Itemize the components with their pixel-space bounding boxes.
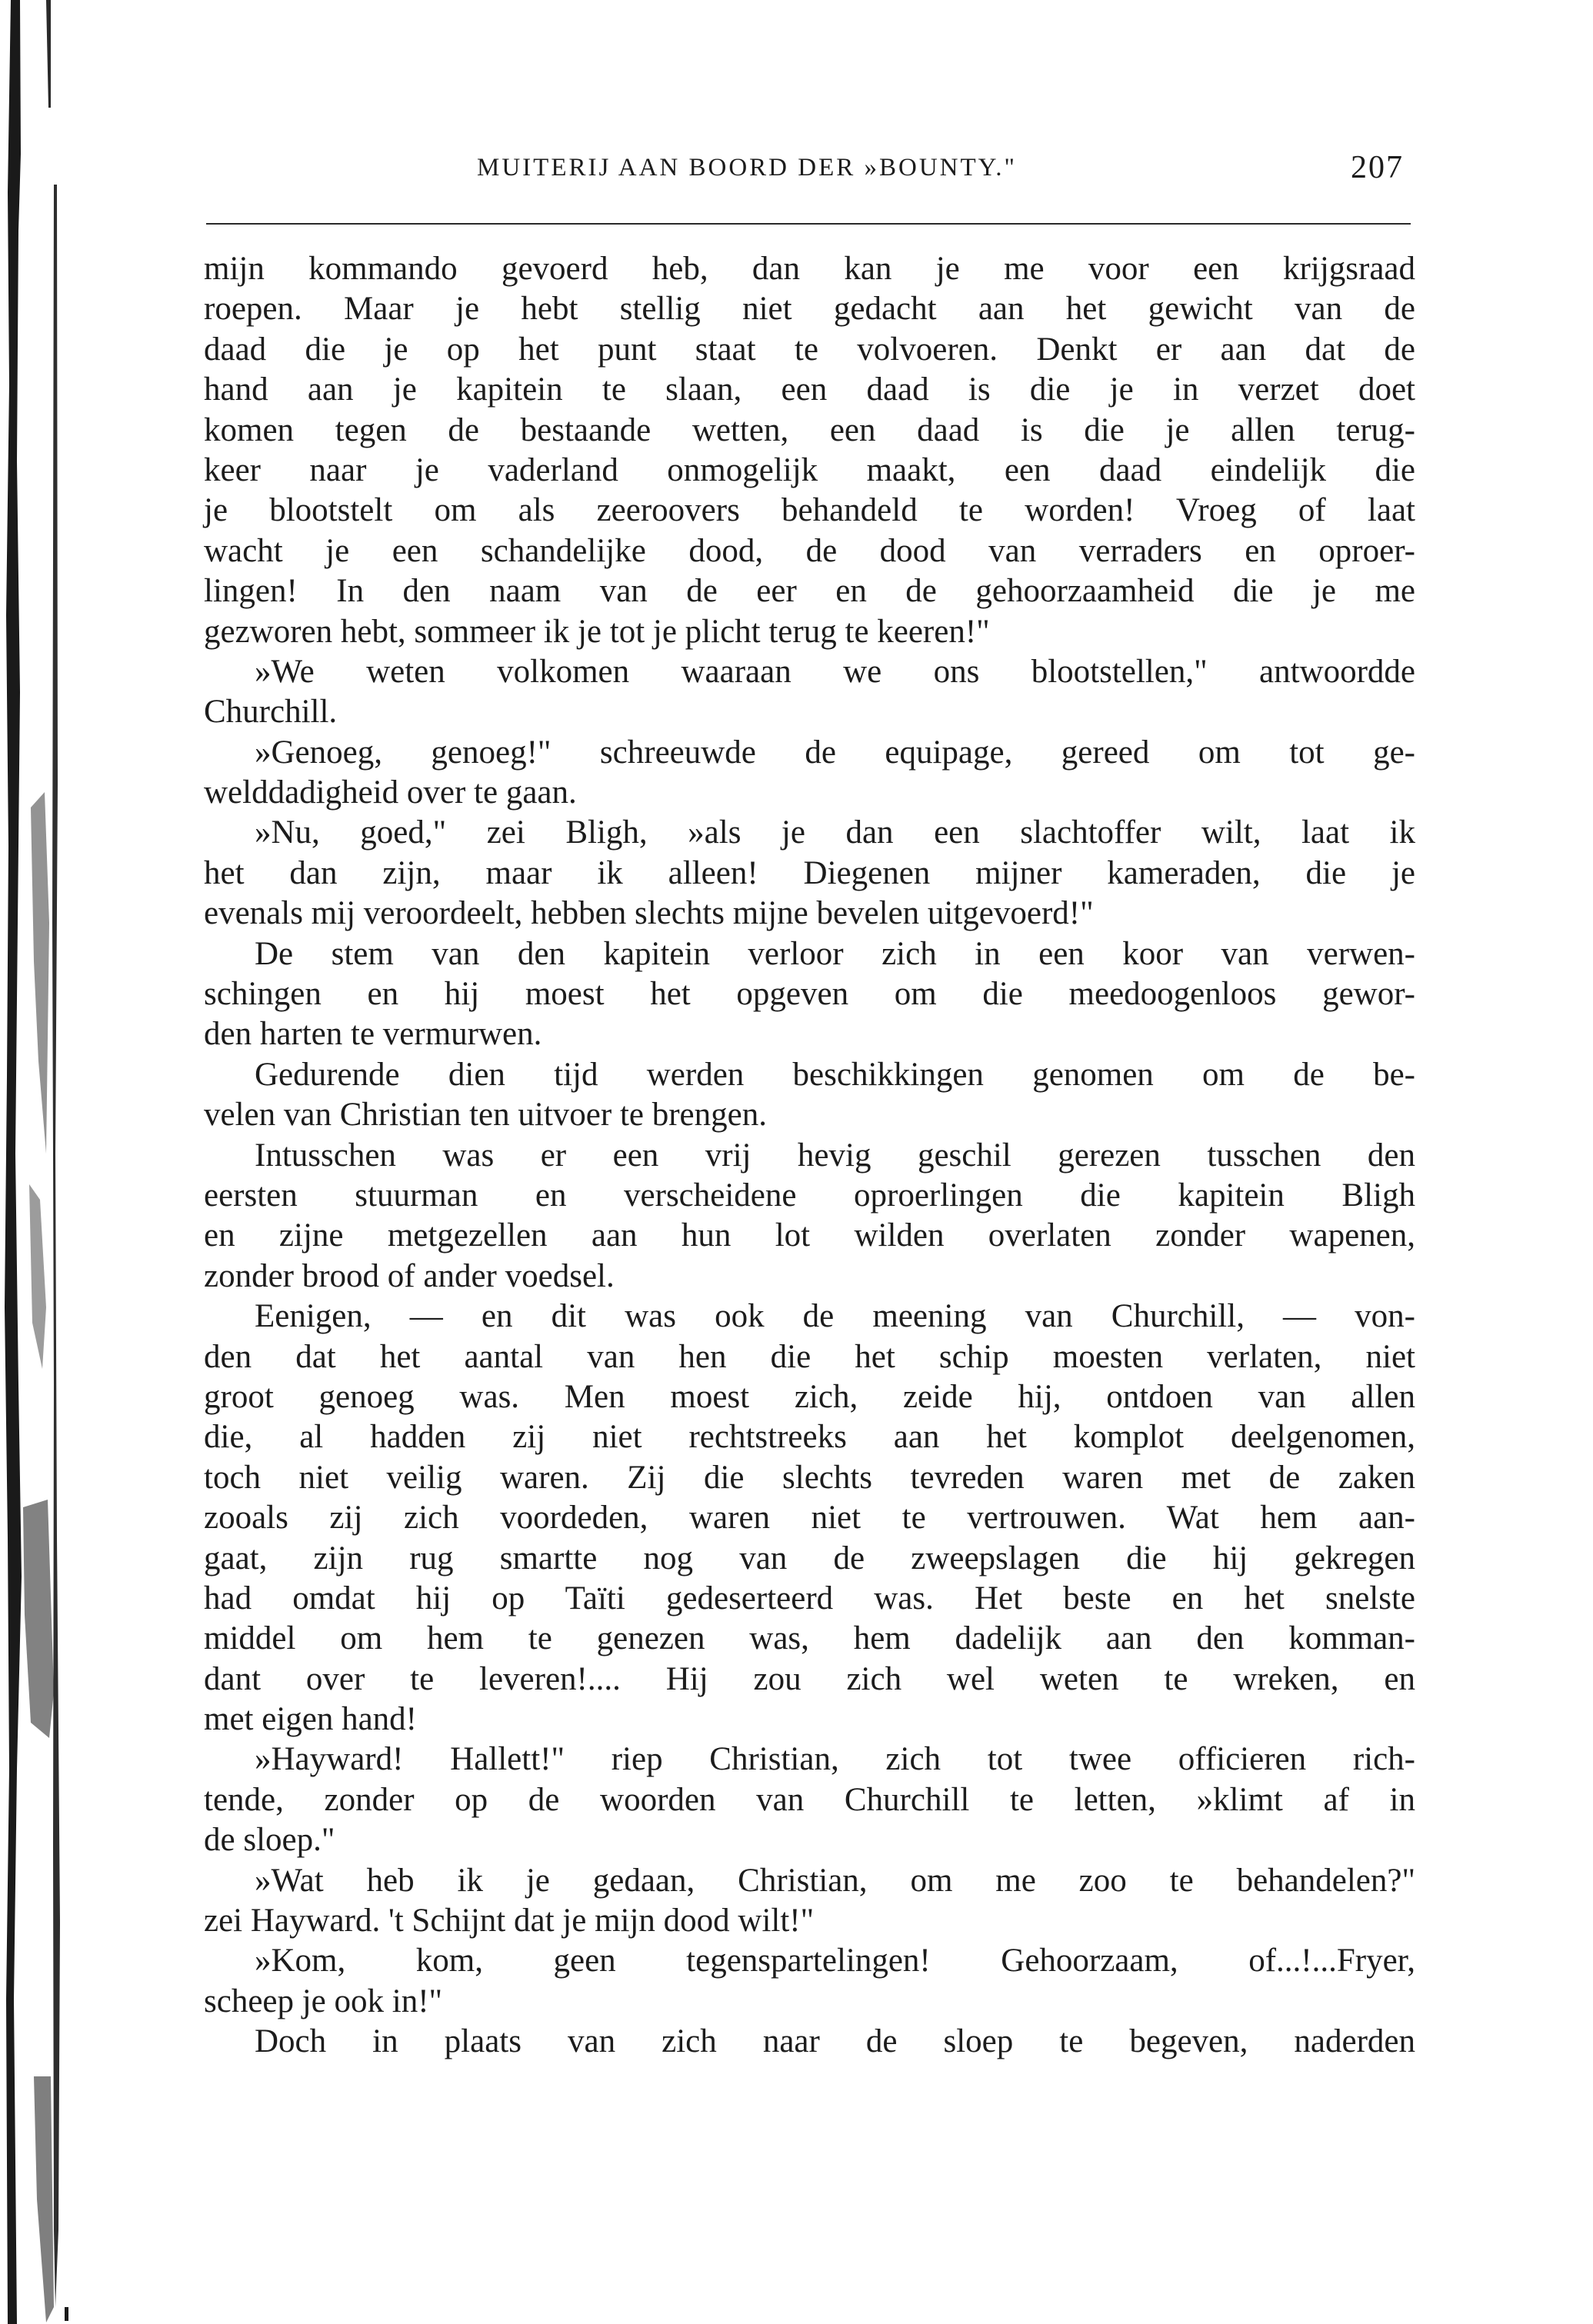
text-line: gaat, zijn rug smartte nog van de zweepslagen die hij gekregen [204, 1540, 1415, 1577]
text-line: die, al hadden zij niet rechtstreeks aan het komplot deelgenomen, [204, 1419, 1415, 1456]
text-line: »Genoeg, genoeg!" schreeuwde de equipage, gereed om tot ge- [255, 734, 1415, 771]
text-line: scheep je ook in!" [204, 1983, 443, 2019]
text-line: daad die je op het punt staat te volvoeren. Denkt er aan dat de [204, 331, 1415, 368]
text-line: Churchill. [204, 694, 338, 731]
text-line: »We weten volkomen waaraan we ons blootstellen," antwoordde [255, 653, 1415, 690]
text-line: met eigen hand! [204, 1701, 418, 1738]
text-line: en zijne metgezellen aan hun lot wilden overlaten zonder wapenen, [204, 1217, 1415, 1254]
text-line: mijn kommando gevoerd heb, dan kan je me voor een krijgsraad [204, 251, 1415, 287]
text-line: keer naar je vaderland onmogelijk maakt, een daad eindelijk die [204, 451, 1415, 488]
text-line: »Hayward! Hallett!" riep Christian, zich tot twee officieren rich- [255, 1741, 1415, 1778]
text-line: schingen en hij moest het opgeven om die meedoogenloos gewor- [204, 976, 1415, 1013]
text-line: den harten te vermurwen. [204, 1016, 542, 1053]
text-line: »Kom, kom, geen tegenspartelingen! Gehoorzaam, of...!...Fryer, [255, 1943, 1415, 1979]
text-line: dant over te leveren!.... Hij zou zich wel weten te wreken, en [204, 1660, 1415, 1697]
text-line: komen tegen de bestaande wetten, een daad is die je allen terug- [204, 411, 1415, 448]
text-line: groot genoeg was. Men moest zich, zeide hij, ontdoen van allen [204, 1378, 1415, 1415]
text-line: had omdat hij op Taïti gedeserteerd was. Het beste en het snelste [204, 1580, 1415, 1616]
text-line: gezworen hebt, sommeer ik je tot je plicht terug te keeren!" [204, 613, 990, 650]
running-title: MUITERIJ AAN BOORD DER »BOUNTY." [477, 154, 1017, 181]
book-binding-edge [0, 0, 73, 2324]
text-line: Doch in plaats van zich naar de sloep te begeven, naderden [255, 2023, 1415, 2060]
text-line: de sloep." [204, 1822, 335, 1859]
text-line: toch niet veilig waren. Zij die slechts tevreden waren met de zaken [204, 1459, 1415, 1496]
text-line: roepen. Maar je hebt stellig niet gedacht aan het gewicht van de [204, 291, 1415, 328]
text-line: wacht je een schandelijke dood, de dood van verraders en oproer- [204, 532, 1415, 569]
text-line: tende, zonder op de woorden van Churchill te letten, »klimt af in [204, 1781, 1415, 1818]
text-line: hand aan je kapitein te slaan, een daad is die je in verzet doet [204, 371, 1415, 408]
text-line: zonder brood of ander voedsel. [204, 1257, 615, 1294]
text-line: zei Hayward. 't Schijnt dat je mijn dood wilt!" [204, 1903, 815, 1939]
text-line: eersten stuurman en verscheidene oproerlingen die kapitein Bligh [204, 1177, 1415, 1214]
text-line: het dan zijn, maar ik alleen! Diegenen mijner kameraden, die je [204, 854, 1415, 891]
page-header [477, 150, 1404, 200]
text-line: middel om hem te genezen was, hem dadelijk aan den komman- [204, 1620, 1415, 1657]
text-line: Eenigen, — en dit was ook de meening van Churchill, — von- [255, 1298, 1415, 1335]
text-line: De stem van den kapitein verloor zich in een koor van verwen- [255, 935, 1415, 972]
text-line: »Wat heb ik je gedaan, Christian, om me zoo te behandelen?" [255, 1862, 1415, 1899]
page-number: 207 [1351, 150, 1404, 185]
text-line: Gedurende dien tijd werden beschikkingen genomen om de be- [255, 1056, 1415, 1093]
text-line: »Nu, goed," zei Bligh, »als je dan een slachtoffer wilt, laat ik [255, 814, 1415, 851]
text-line: den dat het aantal van hen die het schip moesten verlaten, niet [204, 1338, 1415, 1375]
text-line: velen van Christian ten uitvoer te brengen. [204, 1097, 767, 1134]
text-line: lingen! In den naam van de eer en de gehoorzaamheid die je me [204, 573, 1415, 610]
text-line: welddadigheid over te gaan. [204, 774, 577, 811]
body-text [204, 249, 1415, 2063]
text-line: Intusschen was er een vrij hevig geschil gerezen tusschen den [255, 1137, 1415, 1174]
text-line: je blootstelt om als zeeroovers behandeld te worden! Vroeg of laat [204, 492, 1415, 529]
text-line: evenals mij veroordeelt, hebben slechts mijne bevelen uitgevoerd!" [204, 895, 1094, 932]
header-rule [206, 223, 1411, 225]
text-line: zooals zij zich voordeden, waren niet te vertrouwen. Wat hem aan- [204, 1500, 1415, 1537]
